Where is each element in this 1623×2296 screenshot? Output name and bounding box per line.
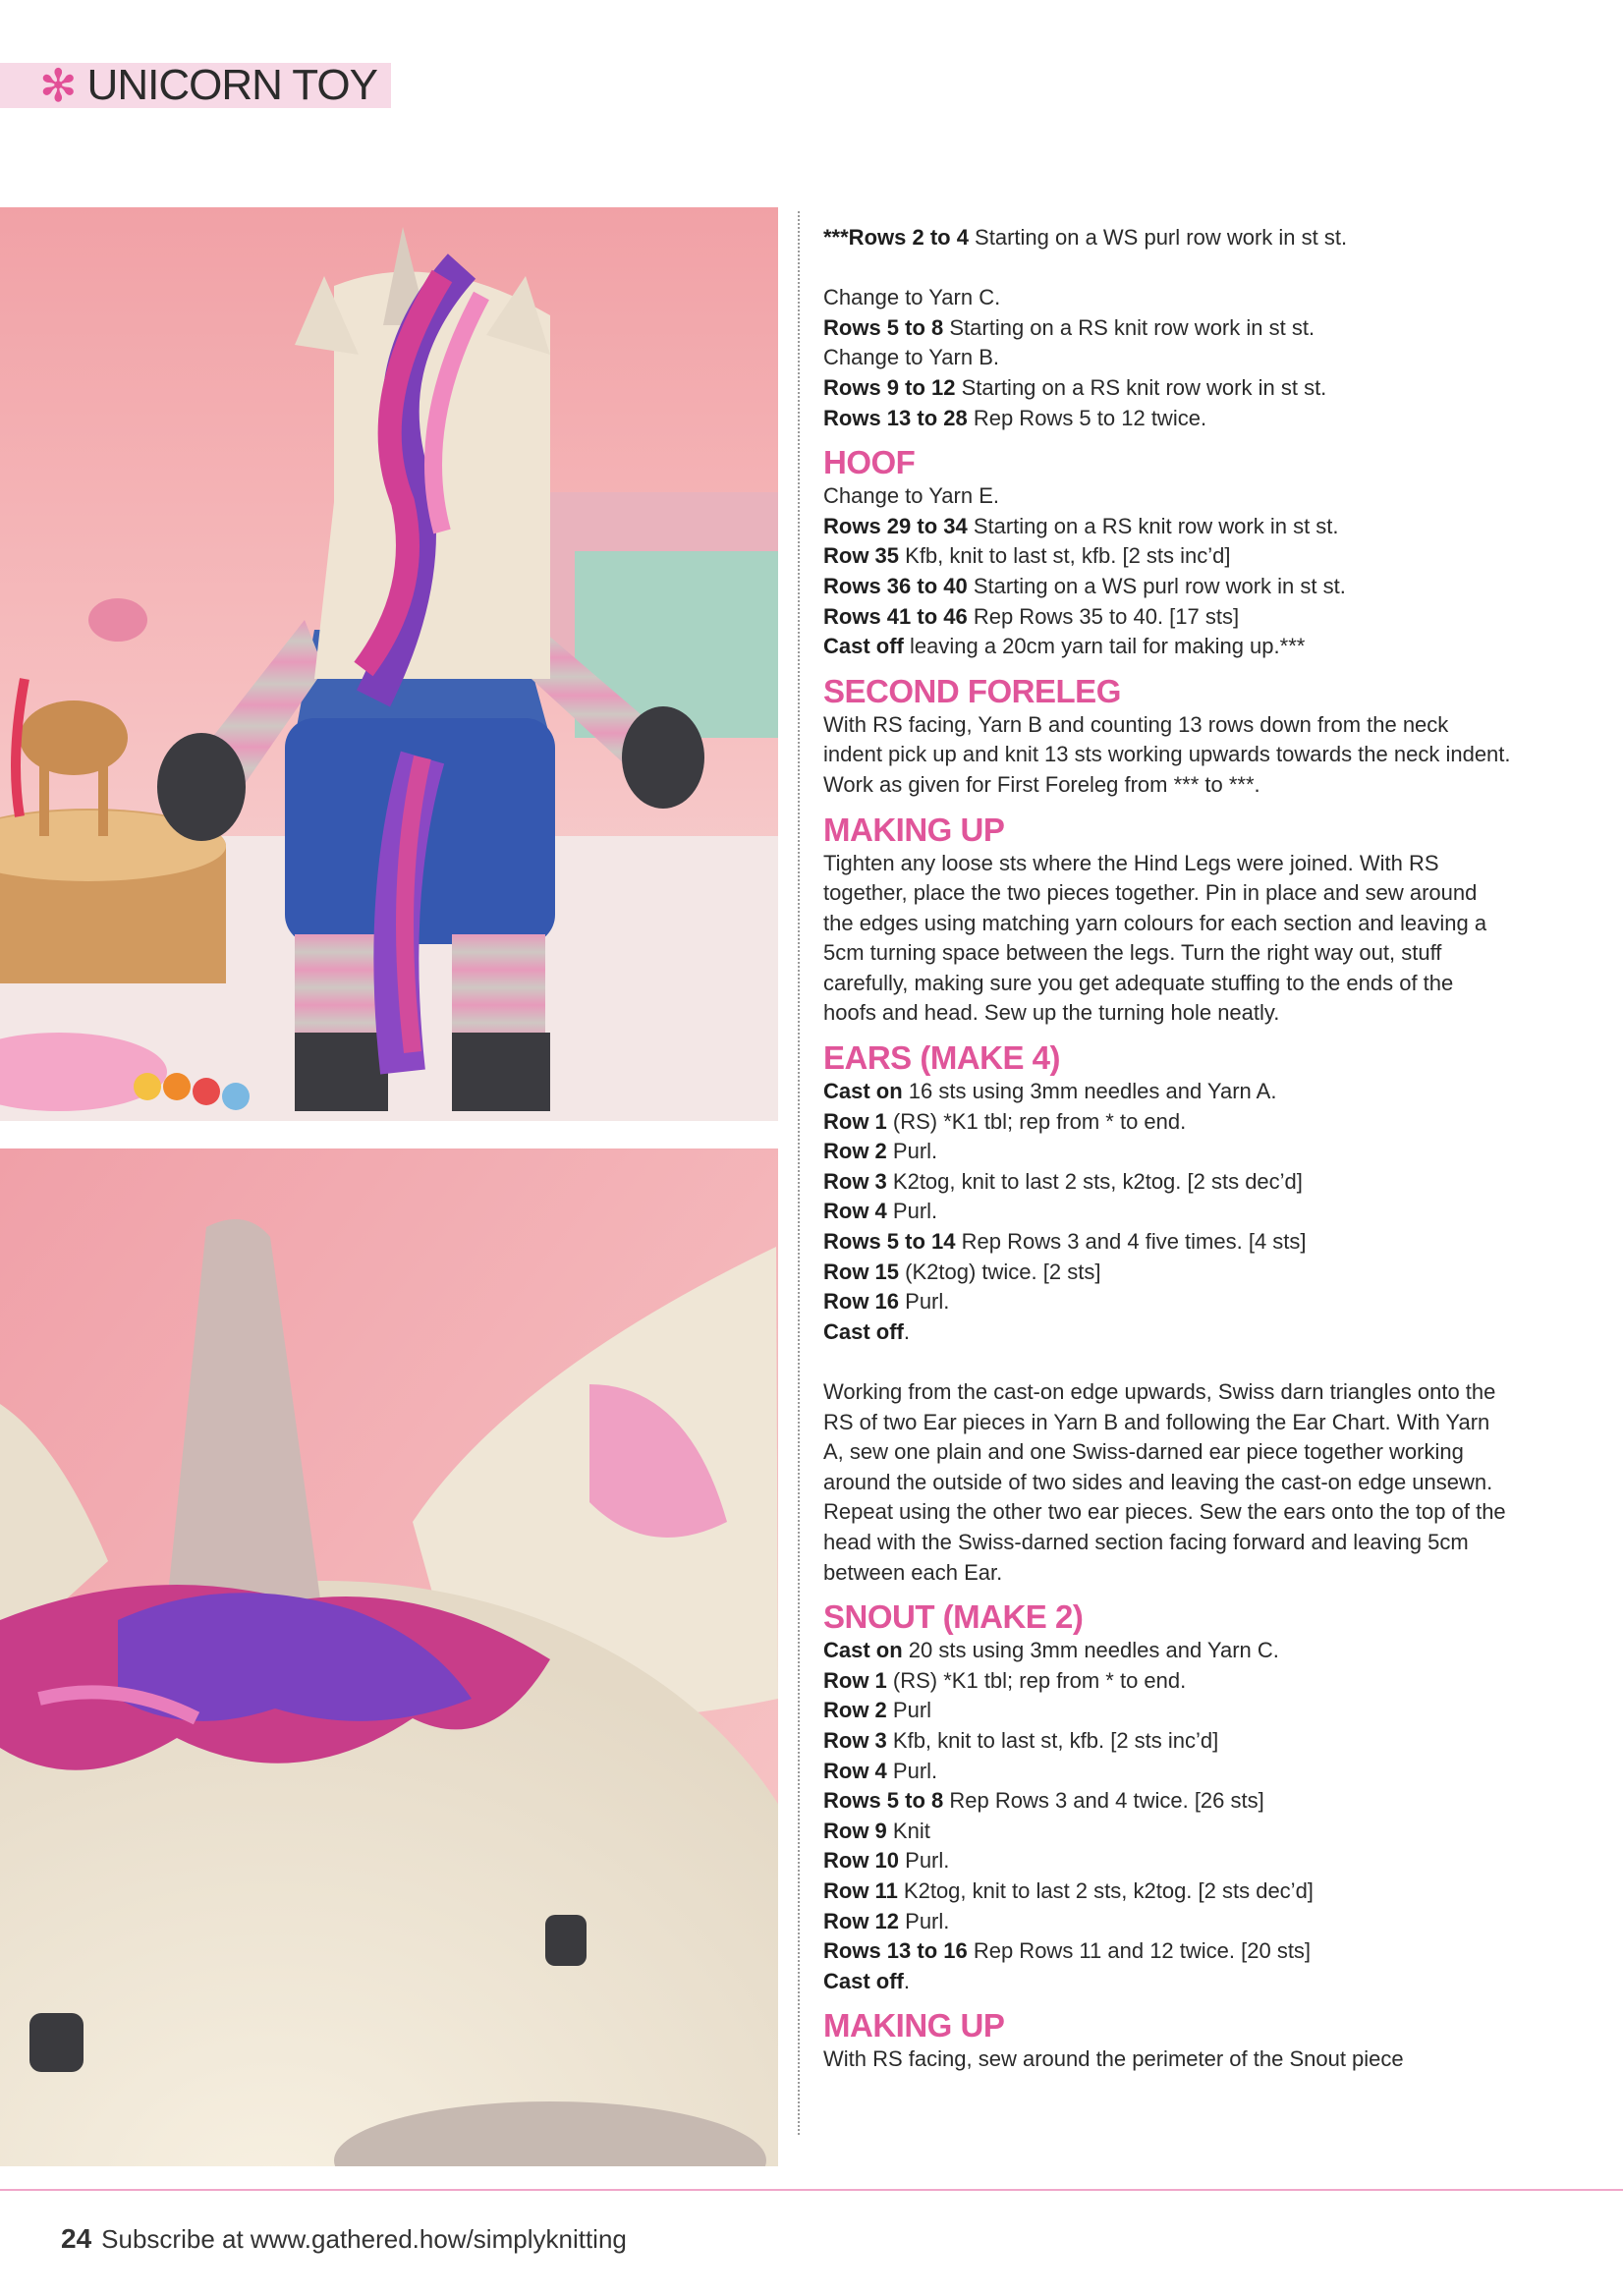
instruction-line — [823, 313, 1511, 344]
section-heading: EARS (MAKE 4) — [823, 1039, 1061, 1077]
instruction-line — [823, 1317, 1511, 1348]
instruction-line — [823, 1377, 1511, 1588]
instruction-line — [823, 1107, 1511, 1138]
instruction-label: Row 1 — [823, 1667, 887, 1693]
section-heading: SNOUT (MAKE 2) — [823, 1598, 1084, 1636]
instruction-text: Purl — [886, 1698, 932, 1723]
instruction-text: leaving a 20cm yarn tail for making up.*** — [903, 634, 1306, 659]
page-number: 24 — [61, 2223, 92, 2254]
instruction-text: Starting on a RS knit row work in st st. — [967, 513, 1339, 538]
instruction-line — [823, 1137, 1511, 1167]
column-divider — [798, 211, 800, 2135]
instruction-line — [823, 1817, 1511, 1847]
instruction-line — [823, 1167, 1511, 1198]
instruction-text: (RS) *K1 tbl; rep from * to end. — [886, 1108, 1187, 1134]
instruction-line — [823, 1077, 1511, 1107]
instruction-text: Kfb, knit to last st, kfb. [2 sts inc’d] — [886, 1727, 1219, 1753]
instruction-text: Purl. — [899, 1848, 950, 1874]
instruction-line — [823, 1726, 1511, 1757]
section-title: UNICORN TOY — [86, 61, 377, 109]
instruction-label: Rows 36 to 40 — [823, 573, 968, 598]
instruction-label: Row 3 — [823, 1727, 887, 1753]
instruction-label: Row 11 — [823, 1877, 898, 1903]
instruction-line — [823, 710, 1511, 770]
instruction-text: Purl. — [886, 1758, 938, 1783]
section-tag — [0, 60, 391, 111]
instruction-text: Tighten any loose sts where the Hind Legs were joined. With RS together, place the two pieces together. Pin in place and sew around the edges using matching yarn colours for each section and leaving a 5cm turning space between the legs. Turn the right way out, stuff carefully, making sure you get adequate stuffing to the ends of the hoofs and head. Sew up the turning hole neatly. — [823, 850, 1487, 1026]
instruction-text: Change to Yarn B. — [823, 345, 999, 370]
instruction-line — [823, 541, 1511, 572]
instruction-text: Kfb, knit to last st, kfb. [2 sts inc’d] — [899, 543, 1231, 569]
instruction-label: Row 4 — [823, 1199, 887, 1224]
instruction-line — [823, 632, 1511, 662]
instruction-text: (K2tog) twice. [2 sts] — [899, 1259, 1101, 1284]
instruction-line — [823, 849, 1511, 1030]
instruction-line — [823, 1757, 1511, 1787]
instruction-text: With RS facing, Yarn B and counting 13 rows down from the neck indent pick up and knit 13 sts working upwards towards the neck indent. — [823, 711, 1511, 767]
instruction-text: Starting on a RS knit row work in st st. — [955, 374, 1327, 400]
instruction-label: Rows 5 to 8 — [823, 314, 944, 340]
instruction-line — [823, 283, 1511, 313]
unicorn-closeup-photo — [0, 1148, 778, 2166]
instruction-line — [823, 1696, 1511, 1726]
instruction-line — [823, 1227, 1511, 1258]
instruction-line — [823, 1197, 1511, 1227]
subscribe-link[interactable]: Subscribe at www.gathered.how/simplyknitting — [101, 2224, 627, 2254]
instruction-text: Starting on a RS knit row work in st st. — [943, 314, 1315, 340]
instruction-label: Rows 13 to 16 — [823, 1938, 968, 1964]
paragraph-gap — [823, 1347, 1511, 1377]
instruction-label: Rows 41 to 46 — [823, 603, 968, 629]
instruction-line — [823, 1666, 1511, 1697]
paragraph-gap — [823, 253, 1511, 284]
instruction-text: Working from the cast-on edge upwards, Swiss darn triangles onto the RS of two Ear pieces in Yarn B and following the Ear Chart. With Yarn A, sew one plain and one Swiss-darned ear piece together working around the outside of two sides and leaving the cast-on edge unsewn. Repeat using the other two ear pieces. Sew the ears onto the top of the head with the Swiss-darned section facing forward and leaving 5cm between each Ear. — [823, 1379, 1506, 1585]
instruction-text: 16 sts using 3mm needles and Yarn A. — [902, 1079, 1277, 1104]
instruction-line — [823, 1876, 1511, 1907]
instruction-text: Rep Rows 3 and 4 five times. [4 sts] — [955, 1229, 1307, 1255]
footer-rule — [0, 2189, 1623, 2191]
instruction-text: Rep Rows 35 to 40. [17 sts] — [967, 603, 1240, 629]
instruction-label: ***Rows 2 to 4 — [823, 225, 969, 250]
instruction-text: Change to Yarn E. — [823, 483, 999, 509]
instruction-line — [823, 1636, 1511, 1666]
instruction-line — [823, 512, 1511, 542]
instruction-label: Row 2 — [823, 1698, 887, 1723]
instruction-text: (RS) *K1 tbl; rep from * to end. — [886, 1667, 1187, 1693]
flower-icon: ✻ — [39, 60, 78, 111]
instruction-line — [823, 1786, 1511, 1817]
instruction-label: Cast on — [823, 1638, 903, 1663]
instruction-line — [823, 572, 1511, 602]
instruction-line — [823, 1287, 1511, 1317]
instruction-label: Row 15 — [823, 1259, 900, 1284]
instruction-text: Starting on a WS purl row work in st st. — [968, 225, 1348, 250]
instruction-label: Rows 5 to 8 — [823, 1788, 944, 1814]
instruction-line — [823, 1936, 1511, 1967]
instruction-text: K2tog, knit to last 2 sts, k2tog. [2 sts dec’d] — [886, 1168, 1303, 1194]
instruction-label: Row 12 — [823, 1908, 900, 1933]
instruction-line — [823, 223, 1511, 253]
instruction-text: Rep Rows 3 and 4 twice. [26 sts] — [943, 1788, 1264, 1814]
instruction-text: Purl. — [886, 1199, 938, 1224]
instruction-label: Row 16 — [823, 1289, 900, 1315]
instruction-line — [823, 343, 1511, 373]
instruction-line — [823, 1846, 1511, 1876]
instruction-text: Knit — [886, 1818, 930, 1843]
instruction-label: Cast off — [823, 1968, 904, 1993]
instruction-line — [823, 602, 1511, 633]
instruction-text: Change to Yarn C. — [823, 285, 1001, 310]
instruction-text: Purl. — [899, 1289, 950, 1315]
unicorn-back-photo — [0, 207, 778, 1121]
instruction-line — [823, 1907, 1511, 1937]
instruction-text: Purl. — [886, 1139, 938, 1164]
page-footer — [61, 2223, 627, 2255]
instruction-label: Rows 29 to 34 — [823, 513, 968, 538]
instruction-text: Rep Rows 11 and 12 twice. [20 sts] — [967, 1938, 1312, 1964]
instruction-text: Rep Rows 5 to 12 twice. — [967, 405, 1207, 430]
instruction-label: Row 35 — [823, 543, 900, 569]
instruction-line — [823, 481, 1511, 512]
instruction-line — [823, 770, 1511, 801]
instruction-label: Row 2 — [823, 1139, 887, 1164]
instruction-label: Cast off — [823, 1318, 904, 1344]
instruction-text: K2tog, knit to last 2 sts, k2tog. [2 sts dec’d] — [897, 1877, 1314, 1903]
instruction-label: Cast off — [823, 634, 904, 659]
instruction-line — [823, 373, 1511, 404]
instruction-label: Row 3 — [823, 1168, 887, 1194]
instruction-label: Row 10 — [823, 1848, 900, 1874]
instruction-text: . — [903, 1968, 911, 1993]
instruction-line — [823, 1258, 1511, 1288]
instruction-label: Rows 13 to 28 — [823, 405, 968, 430]
instruction-line — [823, 1967, 1511, 1997]
instruction-label: Rows 5 to 14 — [823, 1229, 956, 1255]
instruction-label: Row 4 — [823, 1758, 887, 1783]
instruction-text: Starting on a WS purl row work in st st. — [967, 573, 1346, 598]
instruction-line — [823, 404, 1511, 434]
instruction-text: Work as given for First Foreleg from *** to ***. — [823, 771, 1260, 797]
instruction-line — [823, 2044, 1511, 2075]
instruction-text: With RS facing, sew around the perimeter of the Snout piece — [823, 2046, 1404, 2072]
instruction-text: 20 sts using 3mm needles and Yarn C. — [902, 1638, 1279, 1663]
instruction-text: Purl. — [899, 1908, 950, 1933]
instruction-label: Rows 9 to 12 — [823, 374, 956, 400]
instruction-label: Cast on — [823, 1079, 903, 1104]
section-heading: MAKING UP — [823, 2007, 1005, 2044]
instruction-label: Row 1 — [823, 1108, 887, 1134]
pattern-instructions — [823, 223, 1511, 2075]
section-heading: MAKING UP — [823, 811, 1005, 848]
section-heading: SECOND FORELEG — [823, 672, 1121, 709]
instruction-label: Row 9 — [823, 1818, 887, 1843]
section-heading: HOOF — [823, 444, 916, 481]
instruction-text: . — [903, 1318, 911, 1344]
